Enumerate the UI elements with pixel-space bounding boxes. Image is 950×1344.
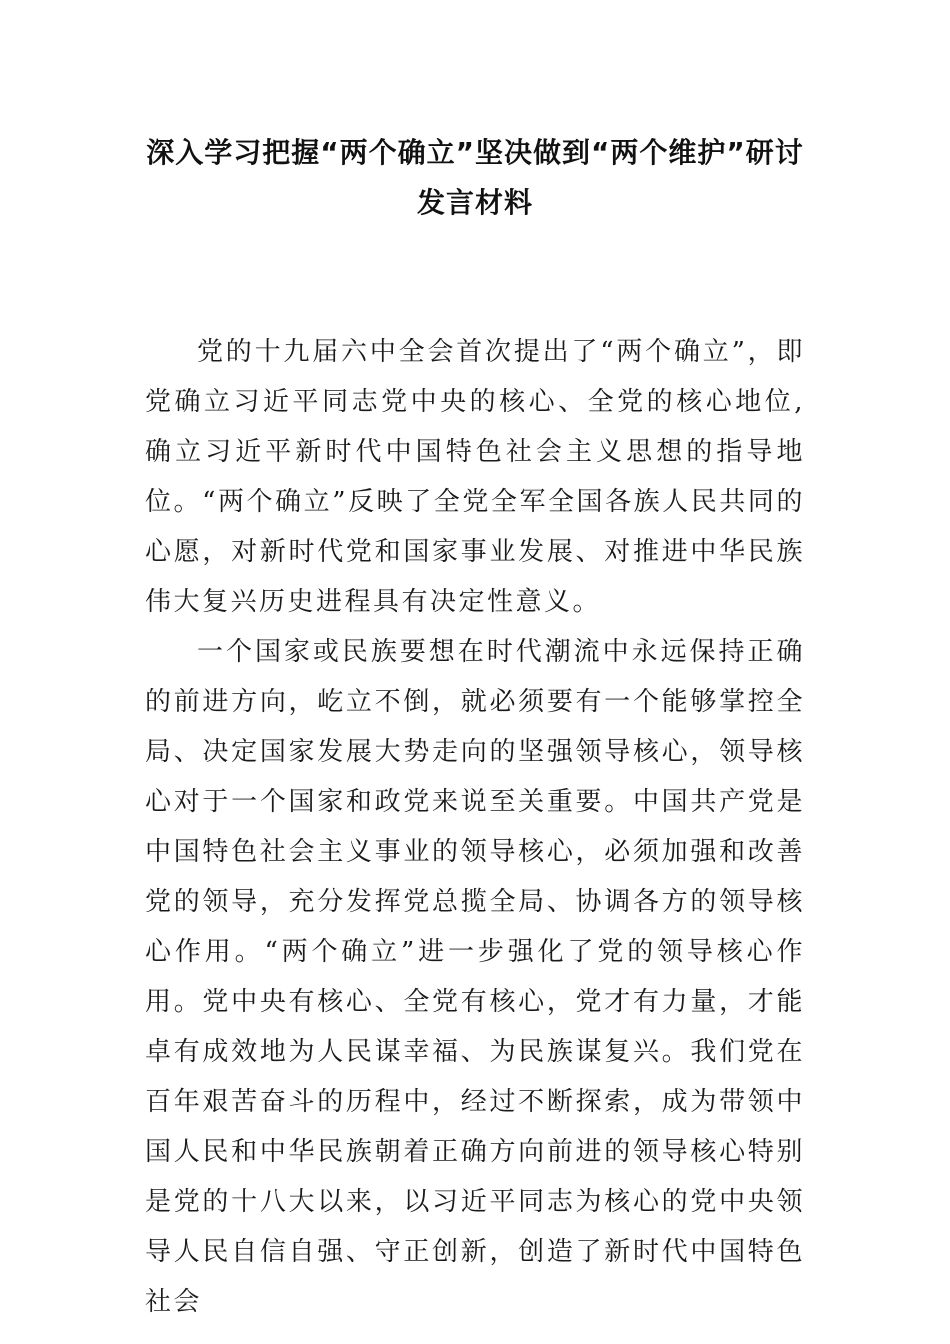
paragraph-1: 党的十九届六中全会首次提出了“两个确立”，即党确立习近平同志党中央的核心、全党的核心地位,确立习近平新时代中国特色社会主义思想的指导地位。“两个确立”反映了全党全军全国各族人民共同的心愿，对新时代党和国家事业发展、对推进中华民族伟大复兴历史进程具有决定性意义。 — [145, 337, 805, 617]
paragraph-2: 一个国家或民族要想在时代潮流中永远保持正确的前进方向，屹立不倒，就必须要有一个能够掌控全局、决定国家发展大势走向的坚强领导核心，领导核心对于一个国家和政党来说至关重要。中国共产党是中国特色社会主义事业的领导核心，必须加强和改善党的领导，充分发挥党总揽全局、协调各方的领导核心作用。“两个确立”进一步强化了党的领导核心作用。党中央有核心、全党有核心，党才有力量，才能卓有成效地为人民谋幸福、为民族谋复兴。我们党在百年艰苦奋斗的历程中，经过不断探索，成为带领中国人民和中华民族朝着正确方向前进的领导核心特别是党的十八大以来，以习近平同志为核心的党中央领导人民自信自强、守正创新，创造了新时代中国特色社会 — [145, 637, 805, 1317]
document-title: 深入学习把握“两个确立”坚决做到“两个维护”研讨发言材料 — [146, 136, 804, 219]
document-body — [145, 327, 805, 1327]
